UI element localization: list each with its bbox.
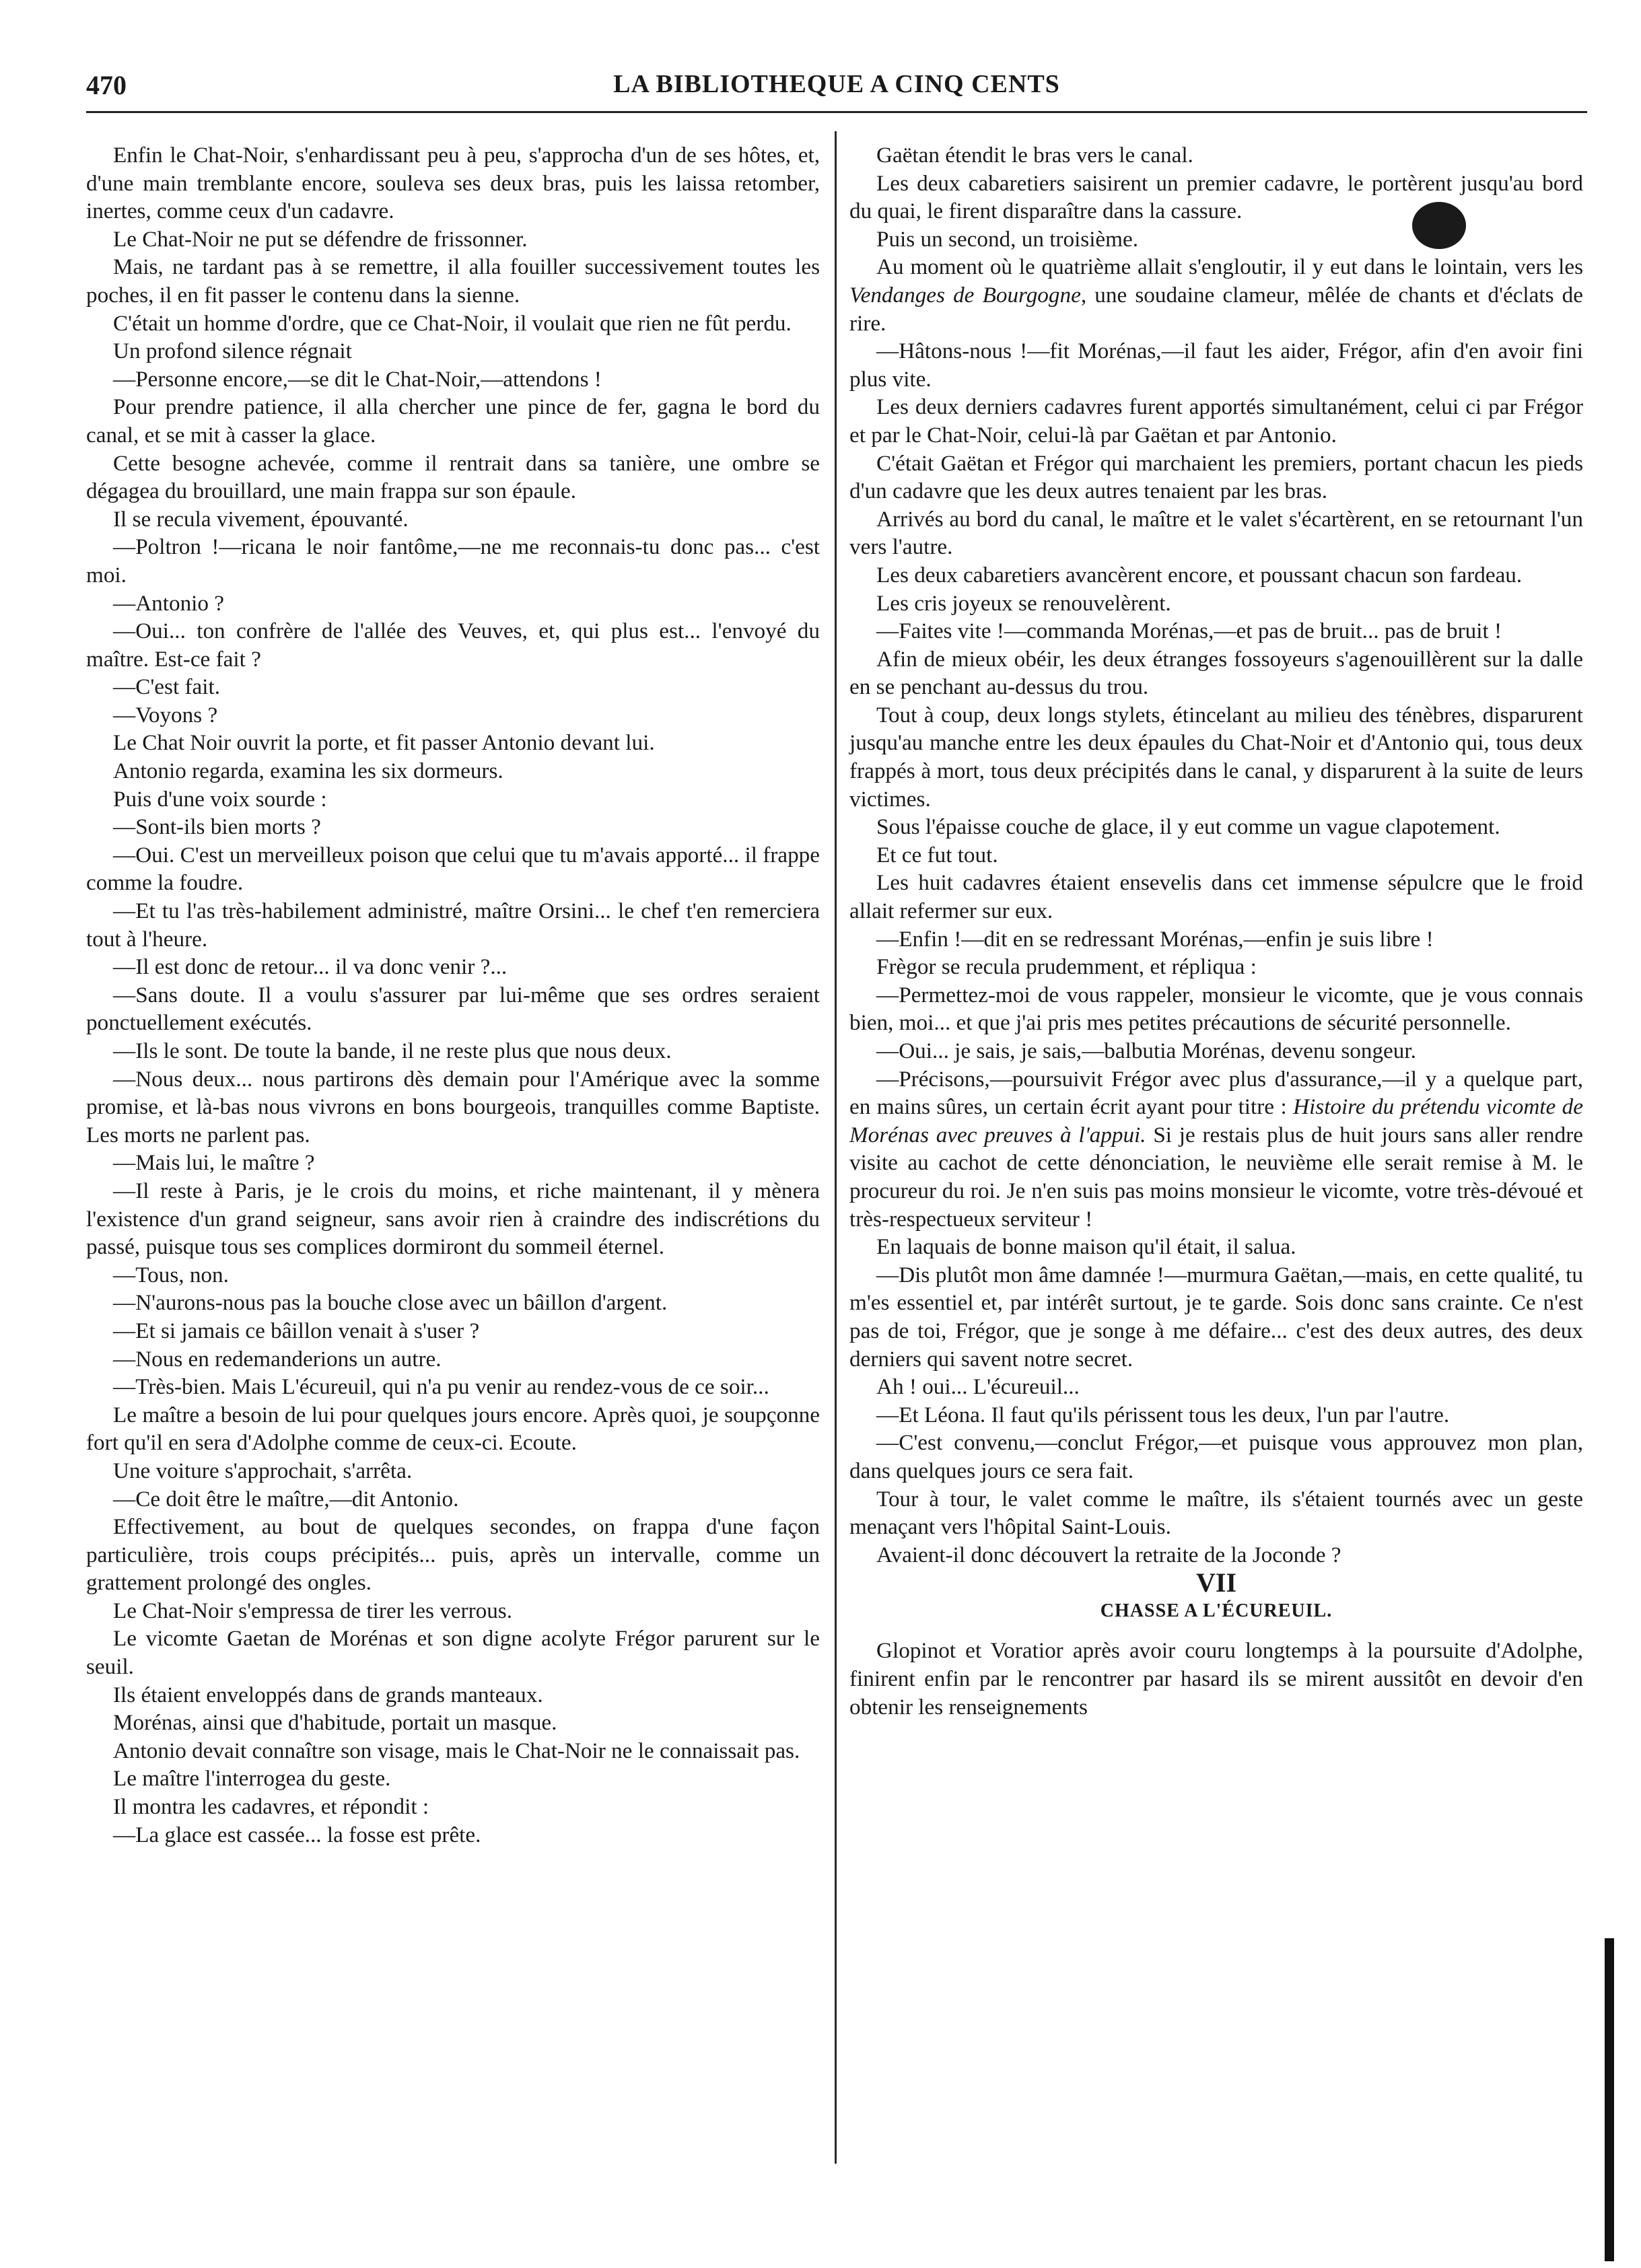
paragraph: Antonio regarda, examina les six dormeurs. bbox=[113, 758, 503, 784]
paragraph: —Mais lui, le maître ? bbox=[113, 1150, 315, 1176]
paragraph: Le Chat-Noir s'empressa de tirer les verrous. bbox=[113, 1598, 513, 1623]
running-title: LA BIBLIOTHEQUE A CINQ CENTS bbox=[613, 70, 1060, 98]
paragraph: Antonio devait connaître son visage, mais le Chat-Noir ne le connaissait pas. bbox=[113, 1738, 800, 1763]
scan-edge-mark bbox=[1605, 1938, 1614, 2261]
paragraph: Morénas, ainsi que d'habitude, portait un masque. bbox=[113, 1710, 557, 1736]
chapter-body bbox=[849, 1637, 1583, 1721]
paragraph: Un profond silence régnait bbox=[113, 339, 352, 364]
paragraph: —Et Léona. Il faut qu'ils périssent tous les deux, l'un par l'autre. bbox=[876, 1402, 1450, 1427]
paragraph: —Sont-ils bien morts ? bbox=[113, 814, 321, 840]
paragraph: Arrivés au bord du canal, le maître et le valet s'écartèrent, en se retournant l'un vers l'autre. bbox=[849, 506, 1583, 560]
paragraph: Mais, ne tardant pas à se remettre, il alla fouiller successivement toutes les poches, il en fit passer le contenu dans la sienne. bbox=[86, 254, 820, 308]
column-divider bbox=[835, 131, 837, 2164]
paragraph: Les deux derniers cadavres furent apportés simultanément, celui ci par Frégor et par le Chat-Noir, celui-là par Gaëtan et par Antonio. bbox=[849, 394, 1583, 448]
paragraph: C'était un homme d'ordre, que ce Chat-Noir, il voulait que rien ne fût perdu. bbox=[113, 310, 792, 336]
paragraph: —Tous, non. bbox=[113, 1262, 229, 1287]
paragraph: Puis un second, un troisième. bbox=[876, 226, 1138, 252]
paragraph: C'était Gaëtan et Frégor qui marchaient les premiers, portant chacun les pieds d'un cadavre que les deux autres tenaient par les bras. bbox=[849, 450, 1583, 504]
paragraph: Les deux cabaretiers avancèrent encore, et poussant chacun son fardeau. bbox=[876, 562, 1523, 588]
page-header bbox=[86, 64, 1587, 113]
paragraph: Le maître a besoin de lui pour quelques jours encore. Après quoi, je soupçonne fort qu'il en sera d'Adolphe comme de ceux-ci. Ecoute. bbox=[86, 1402, 820, 1456]
paragraph: Les cris joyeux se renouvelèrent. bbox=[876, 590, 1171, 616]
paragraph: —Oui... je sais, je sais,—balbutia Morénas, devenu songeur. bbox=[876, 1038, 1416, 1063]
paragraph: Les deux cabaretiers saisirent un premier cadavre, le portèrent jusqu'au bord du quai, le firent disparaître dans la cassure. bbox=[849, 170, 1583, 224]
paragraph: Frègor se recula prudemment, et répliqua : bbox=[876, 954, 1257, 980]
paragraph: Il montra les cadavres, et répondit : bbox=[113, 1794, 429, 1820]
paragraph: —N'aurons-nous pas la bouche close avec un bâillon d'argent. bbox=[113, 1290, 668, 1316]
paragraph: Ah ! oui... L'écureuil... bbox=[876, 1374, 1080, 1400]
paragraph: —Oui. C'est un merveilleux poison que celui que tu m'avais apporté... il frappe comme la foudre. bbox=[86, 842, 820, 896]
paragraph: Une voiture s'approchait, s'arrêta. bbox=[113, 1458, 413, 1483]
paragraph: Afin de mieux obéir, les deux étranges fossoyeurs s'agenouillèrent sur la dalle en se penchant au-dessus du trou. bbox=[849, 646, 1583, 700]
paragraph: —La glace est cassée... la fosse est prête. bbox=[113, 1822, 481, 1847]
paragraph: —Et si jamais ce bâillon venait à s'user ? bbox=[113, 1318, 480, 1343]
paragraph: —Oui... ton confrère de l'allée des Veuves, et, qui plus est... l'envoyé du maître. Est-ce fait ? bbox=[86, 618, 820, 672]
paragraph: —Ce doit être le maître,—dit Antonio. bbox=[113, 1486, 459, 1512]
ink-blot bbox=[1412, 202, 1466, 249]
paragraph: Puis d'une voix sourde : bbox=[113, 786, 327, 812]
paragraph: —Dis plutôt mon âme damnée !—murmura Gaëtan,—mais, en cette qualité, tu m'es essentiel et, par intérêt surtout, je te garde. Sois donc sans crainte. Ce n'est pas de toi, Frégor, que je songe à me défaire... c'est des deux autres, des deux derniers qui savent notre secret. bbox=[849, 1262, 1583, 1372]
paragraph: —Personne encore,—se dit le Chat-Noir,—attendons ! bbox=[113, 366, 602, 392]
paragraph: Les huit cadavres étaient ensevelis dans cet immense sépulcre que le froid allait refermer sur eux. bbox=[849, 870, 1583, 924]
paragraph: —C'est convenu,—conclut Frégor,—et puisque vous approuvez mon plan, dans quelques jours ce sera fait. bbox=[849, 1430, 1583, 1483]
chapter-title: CHASSE A L'ÉCUREUIL. bbox=[1100, 1600, 1333, 1621]
paragraph: —Il reste à Paris, je le crois du moins, et riche maintenant, il y mènera l'existence d'un grand seigneur, sans avoir rien à craindre des indiscrétions du passé, puisque tous ses complices dormiront du sommeil éternel. bbox=[86, 1178, 820, 1260]
paragraph: En laquais de bonne maison qu'il était, il salua. bbox=[876, 1234, 1296, 1260]
paragraph: —Permettez-moi de vous rappeler, monsieur le vicomte, que je vous connais bien, moi... et que j'ai pris mes petites précautions de sécurité personnelle. bbox=[849, 982, 1583, 1036]
right-column bbox=[849, 141, 1583, 2201]
paragraph: —Poltron !—ricana le noir fantôme,—ne me reconnais-tu donc pas... c'est moi. bbox=[86, 534, 820, 588]
paragraph: Le Chat-Noir ne put se défendre de frissonner. bbox=[113, 226, 528, 252]
left-column bbox=[86, 141, 820, 2201]
paragraph: Le Chat Noir ouvrit la porte, et fit passer Antonio devant lui. bbox=[113, 730, 655, 756]
paragraph: Effectivement, au bout de quelques secondes, on frappa d'une façon particulière, trois coups précipités... puis, après un intervalle, comme un grattement prolongé des ongles. bbox=[86, 1514, 820, 1596]
paragraph: Cette besogne achevée, comme il rentrait dans sa tanière, une ombre se dégagea du brouillard, une main frappa sur son épaule. bbox=[86, 450, 820, 504]
paragraph: —Hâtons-nous !—fit Morénas,—il faut les aider, Frégor, afin d'en avoir fini plus vite. bbox=[849, 339, 1583, 392]
paragraph: —Nous en redemanderions un autre. bbox=[113, 1346, 442, 1372]
paragraph: —Ils le sont. De toute la bande, il ne reste plus que nous deux. bbox=[113, 1038, 672, 1063]
paragraph: —Il est donc de retour... il va donc venir ?... bbox=[113, 954, 508, 980]
paragraph: Au moment où le quatrième allait s'engloutir, il y eut dans le lointain, vers les Vendanges de Bourgogne, une soudaine clameur, mêlée de chants et d'éclats de rire. bbox=[849, 254, 1583, 336]
paragraph: Pour prendre patience, il alla chercher une pince de fer, gagna le bord du canal, et se mit à casser la glace. bbox=[86, 394, 820, 448]
paragraph: Et ce fut tout. bbox=[876, 842, 998, 867]
paragraph: Ils étaient enveloppés dans de grands manteaux. bbox=[113, 1682, 543, 1707]
paragraph: —Antonio ? bbox=[113, 590, 224, 616]
paragraph: Enfin le Chat-Noir, s'enhardissant peu à peu, s'approcha d'un de ses hôtes, et, d'une main tremblante encore, souleva ses deux bras, puis les laissa retomber, inertes, comme ceux d'un cadavre. bbox=[86, 143, 820, 224]
paragraph: Tour à tour, le valet comme le maître, ils s'étaient tournés avec un geste menaçant vers l'hôpital Saint-Louis. bbox=[849, 1486, 1583, 1540]
paragraph: —Faites vite !—commanda Morénas,—et pas de bruit... pas de bruit ! bbox=[876, 618, 1502, 644]
page-number: 470 bbox=[86, 70, 127, 100]
paragraph: —Sans doute. Il a voulu s'assurer par lui-même que ses ordres seraient ponctuellement exécutés. bbox=[86, 982, 820, 1036]
paragraph: Gaëtan étendit le bras vers le canal. bbox=[876, 143, 1193, 168]
paragraph: —Nous deux... nous partirons dès demain pour l'Amérique avec la somme promise, et là-bas nous vivrons en bons bourgeois, tranquilles comme Baptiste. Les morts ne parlent pas. bbox=[86, 1066, 820, 1147]
paragraph: —Précisons,—poursuivit Frégor avec plus d'assurance,—il y a quelque part, en mains sûres, un certain écrit ayant pour titre : Histoire du prétendu vicomte de Morénas avec preuves à l'appui. Si je restais plus de huit jours sans aller rendre visite au cachot de cette dénonciation, le neuvième elle serait remise à M. le procureur du roi. Je n'en suis pas moins monsieur le vicomte, votre très-dévoué et très-respectueux serviteur ! bbox=[849, 1066, 1583, 1232]
paragraph: —Et tu l'as très-habilement administré, maître Orsini... le chef t'en remerciera tout à l'heure. bbox=[86, 898, 820, 952]
paragraph: Tout à coup, deux longs stylets, étincelant au milieu des ténèbres, disparurent jusqu'au manche entre les deux épaules du Chat-Noir et d'Antonio qui, tous deux frappés à mort, tous deux précipités dans le canal, y disparurent à la suite de leurs victimes. bbox=[849, 702, 1583, 812]
paragraph: Glopinot et Voratior après avoir couru longtemps à la poursuite d'Adolphe, finirent enfin par le rencontrer par hasard ils se mirent aussitôt en devoir d'en obtenir les renseignements bbox=[849, 1638, 1583, 1720]
paragraph: —Très-bien. Mais L'écureuil, qui n'a pu venir au rendez-vous de ce soir... bbox=[113, 1374, 769, 1400]
paragraph: —C'est fait. bbox=[113, 674, 220, 700]
paragraph: —Enfin !—dit en se redressant Morénas,—enfin je suis libre ! bbox=[876, 926, 1434, 952]
chapter-number: VII bbox=[1195, 1567, 1237, 1598]
paragraph: Avaient-il donc découvert la retraite de la Joconde ? bbox=[876, 1542, 1341, 1567]
paragraph: Sous l'épaisse couche de glace, il y eut comme un vague clapotement. bbox=[876, 814, 1500, 840]
paragraph: —Voyons ? bbox=[113, 702, 218, 728]
paragraph: Il se recula vivement, épouvanté. bbox=[113, 506, 409, 532]
paragraph: Le maître l'interrogea du geste. bbox=[113, 1766, 391, 1792]
paragraph: Le vicomte Gaetan de Morénas et son digne acolyte Frégor parurent sur le seuil. bbox=[86, 1626, 820, 1680]
right-column-body bbox=[849, 141, 1583, 1569]
